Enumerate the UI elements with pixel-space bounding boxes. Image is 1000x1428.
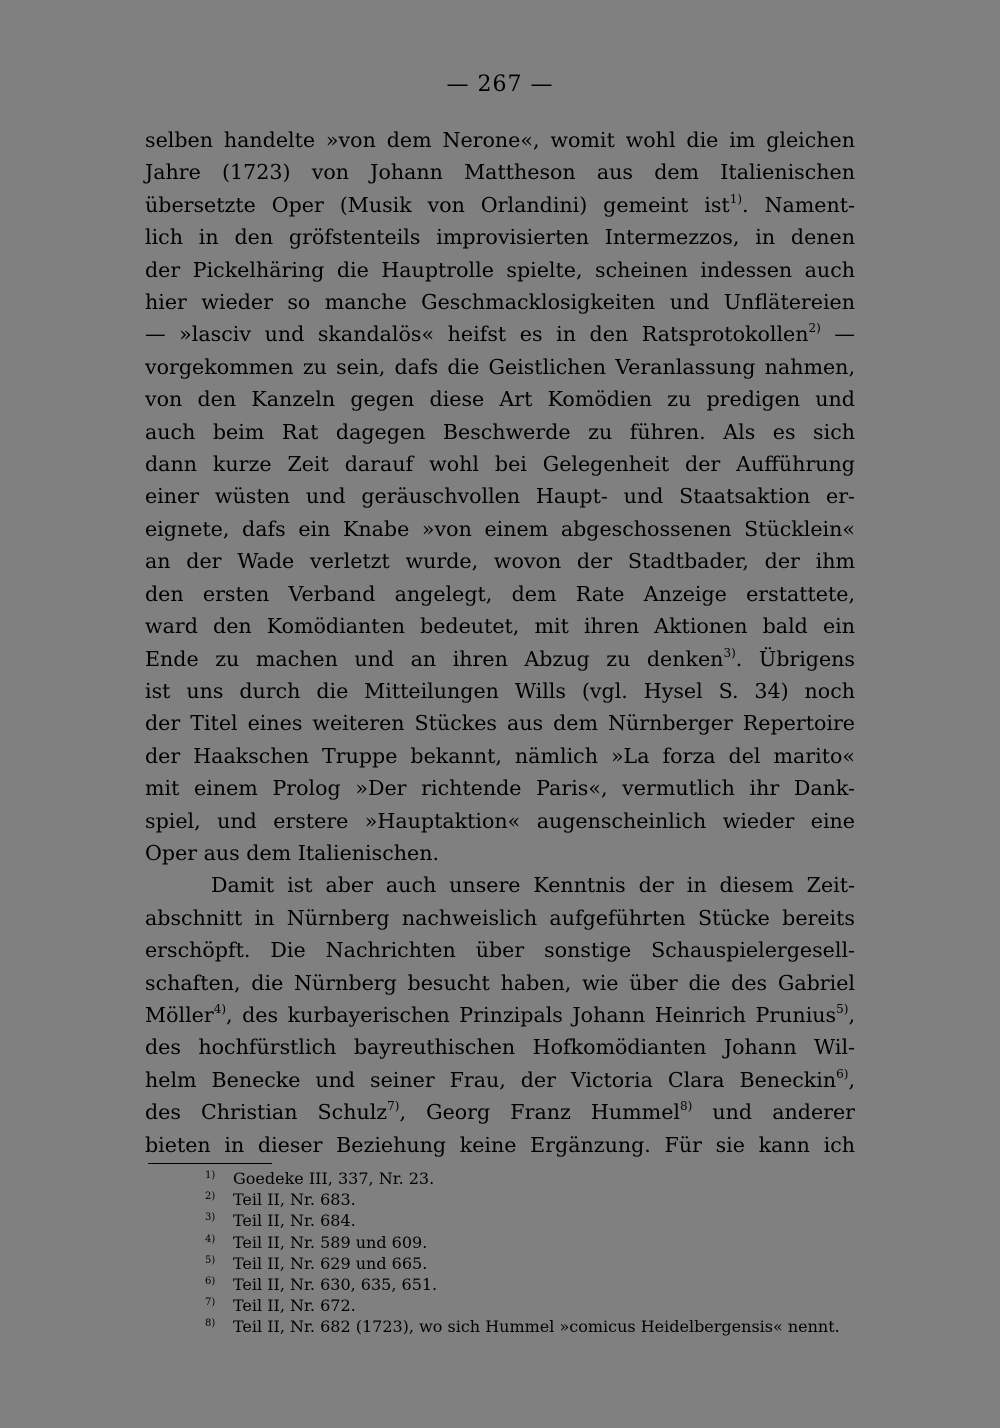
footnote-mark (205, 1316, 233, 1337)
text-line (145, 189, 855, 221)
text-line (145, 805, 855, 837)
text-line (145, 772, 855, 804)
text-line (145, 480, 855, 512)
line-text: erschöpft. Die Nachrichten über sonstige Schauspielergesell- (145, 938, 855, 963)
footnote-mark (205, 1210, 233, 1231)
footnote-number: 3) (205, 1212, 216, 1224)
footnote-text: Teil II, Nr. 684. (233, 1211, 356, 1231)
footnote-ref: 7) (387, 1099, 400, 1114)
line-text: schaften, die Nürnberg besucht haben, wie über die des Gabriel (145, 970, 855, 995)
page-number: — 267 — (446, 72, 554, 97)
text-line (145, 1064, 855, 1096)
text-line (145, 156, 855, 188)
footnote-mark (205, 1295, 233, 1316)
footnote (205, 1274, 885, 1295)
footnotes (205, 1168, 885, 1338)
footnote-ref: 6) (836, 1066, 849, 1081)
line-text: . Nament- (742, 192, 855, 217)
footnote-ref: 4) (213, 1001, 227, 1016)
line-text: von den Kanzeln gegen diese Art Komödien zu predigen und (145, 387, 855, 412)
text-line (145, 545, 855, 577)
line-text: , des kurbayerischen Prinzipals Johann Heinrich Prunius (226, 1002, 837, 1027)
line-text: lich in den gröfstenteils improvisierten Intermezzos, in denen (145, 225, 855, 250)
footnote-number: 6) (205, 1276, 216, 1288)
line-text: . Übrigens (735, 646, 856, 671)
footnote-mark (205, 1189, 233, 1210)
footnote-mark (205, 1253, 233, 1274)
footnote-number: 7) (205, 1297, 216, 1309)
line-text: Möller (145, 1002, 214, 1027)
footnote (205, 1253, 885, 1274)
footnote-text: Teil II, Nr. 672. (233, 1296, 356, 1316)
line-text: dann kurze Zeit darauf wohl bei Gelegenheit der Aufführung (145, 452, 855, 477)
line-text: Damit ist aber auch unsere Kenntnis der in diesem Zeit- (211, 873, 855, 898)
line-text: des Christian Schulz (145, 1100, 388, 1125)
line-text: auch beim Rat dagegen Beschwerde zu führen. Als es sich (145, 419, 855, 444)
footnote-text: Goedeke III, 337, Nr. 23. (233, 1169, 435, 1188)
text-line (145, 740, 855, 772)
footnote-text: Teil II, Nr. 589 und 609. (233, 1232, 428, 1252)
line-text: selben handelte »von dem Nerone«, womit wohl die im gleichen (145, 128, 855, 152)
line-text: Ende zu machen und an ihren Abzug zu denken (145, 646, 724, 671)
footnote-ref: 3) (723, 645, 736, 660)
text-line (145, 286, 855, 318)
footnote-ref: 2) (808, 321, 821, 336)
line-text: vorgekommen zu sein, dafs die Geistlichen Veranlassung nahmen, (145, 354, 855, 379)
text-line (145, 221, 855, 253)
text-line (145, 837, 855, 869)
text-line (145, 1096, 855, 1128)
footnote (205, 1168, 885, 1189)
footnote (205, 1295, 885, 1316)
text-line (145, 416, 855, 448)
line-text: , (848, 1067, 855, 1092)
text-line (145, 351, 855, 383)
footnote-ref: 1) (729, 191, 743, 206)
text-line (145, 902, 855, 934)
text-line (145, 967, 855, 999)
text-line (145, 675, 855, 707)
footnote (205, 1189, 885, 1210)
text-line (145, 1031, 855, 1063)
text-line (145, 318, 855, 350)
line-text: ist uns durch die Mitteilungen Wills (vgl. Hysel S. 34) noch (145, 678, 855, 703)
footnote-ref: 8) (679, 1099, 693, 1114)
text-line (145, 383, 855, 415)
line-text: übersetzte Oper (Musik von Orlandini) gemeint ist (145, 192, 730, 217)
line-text: den ersten Verband angelegt, dem Rate Anzeige erstattete, (145, 581, 855, 606)
line-text: abschnitt in Nürnberg nachweislich aufgeführten Stücke bereits (145, 905, 855, 930)
text-line (145, 1129, 855, 1161)
line-text: an der Wade verletzt wurde, wovon der Stadtbader, der ihm (145, 549, 855, 574)
line-text: helm Benecke und seiner Frau, der Victoria Clara Beneckin (145, 1067, 837, 1092)
line-text: der Haakschen Truppe bekannt, nämlich »La forza del marito« (145, 743, 855, 768)
text-line (145, 707, 855, 739)
footnote-text: Teil II, Nr. 629 und 665. (233, 1253, 428, 1273)
footnote-number: 1) (205, 1170, 216, 1181)
footnote-number: 4) (205, 1233, 216, 1245)
line-text: — »lasciv und skandalös« heifst es in den Ratsprotokollen (145, 322, 809, 347)
line-text: bieten in dieser Beziehung keine Ergänzung. Für sie kann ich (145, 1132, 855, 1157)
text-line (145, 610, 855, 642)
line-text: Oper aus dem Italienischen. (145, 840, 440, 865)
footnote-number: 2) (205, 1191, 216, 1203)
footnote (205, 1210, 885, 1231)
footnote-number: 5) (205, 1254, 216, 1266)
line-text: Jahre (1723) von Johann Mattheson aus dem Italienischen (145, 160, 855, 185)
text-line (145, 254, 855, 286)
text-line (145, 999, 855, 1031)
line-text: eignete, dafs ein Knabe »von einem abgeschossenen Stücklein« (145, 516, 855, 541)
footnote-mark (205, 1232, 233, 1253)
footnote-separator (148, 1163, 272, 1164)
text-line (145, 869, 855, 901)
line-text: spiel, und erstere »Hauptaktion« augenscheinlich wieder eine (145, 808, 855, 833)
footnote-number: 8) (205, 1318, 216, 1330)
line-text: einer wüsten und geräuschvollen Haupt- und Staatsaktion er- (145, 484, 855, 509)
footnote-text: Teil II, Nr. 682 (1723), wo sich Hummel »comicus Heidelbergensis« nennt. (233, 1317, 840, 1337)
line-text: , (848, 1002, 855, 1027)
line-text: der Pickelhäring die Hauptrolle spielte, scheinen indessen auch (145, 257, 855, 282)
text-line (145, 643, 855, 675)
footnote (205, 1316, 885, 1337)
line-text: , Georg Franz Hummel (399, 1100, 680, 1125)
footnote (205, 1232, 885, 1253)
line-text: ward den Komödianten bedeutet, mit ihren Aktionen bald ein (145, 614, 855, 639)
footnote-text: Teil II, Nr. 683. (233, 1190, 356, 1210)
line-text: des hochfürstlich bayreuthischen Hofkomödianten Johann Wil- (145, 1035, 855, 1060)
footnote-mark (205, 1168, 233, 1189)
line-text: mit einem Prolog »Der richtende Paris«, vermutlich ihr Dank- (145, 776, 855, 801)
line-text: und anderer (692, 1100, 856, 1125)
text-line (145, 513, 855, 545)
body-text (145, 124, 855, 1161)
text-line (145, 578, 855, 610)
text-line (145, 448, 855, 480)
line-text: — (820, 322, 855, 347)
line-text: der Titel eines weiteren Stückes aus dem Nürnberger Repertoire (145, 711, 855, 736)
footnote-mark (205, 1274, 233, 1295)
text-line (145, 934, 855, 966)
footnote-ref: 5) (836, 1001, 849, 1016)
line-text: hier wieder so manche Geschmacklosigkeiten und Unflätereien (145, 290, 855, 315)
text-line (145, 124, 855, 156)
footnote-text: Teil II, Nr. 630, 635, 651. (233, 1275, 438, 1295)
